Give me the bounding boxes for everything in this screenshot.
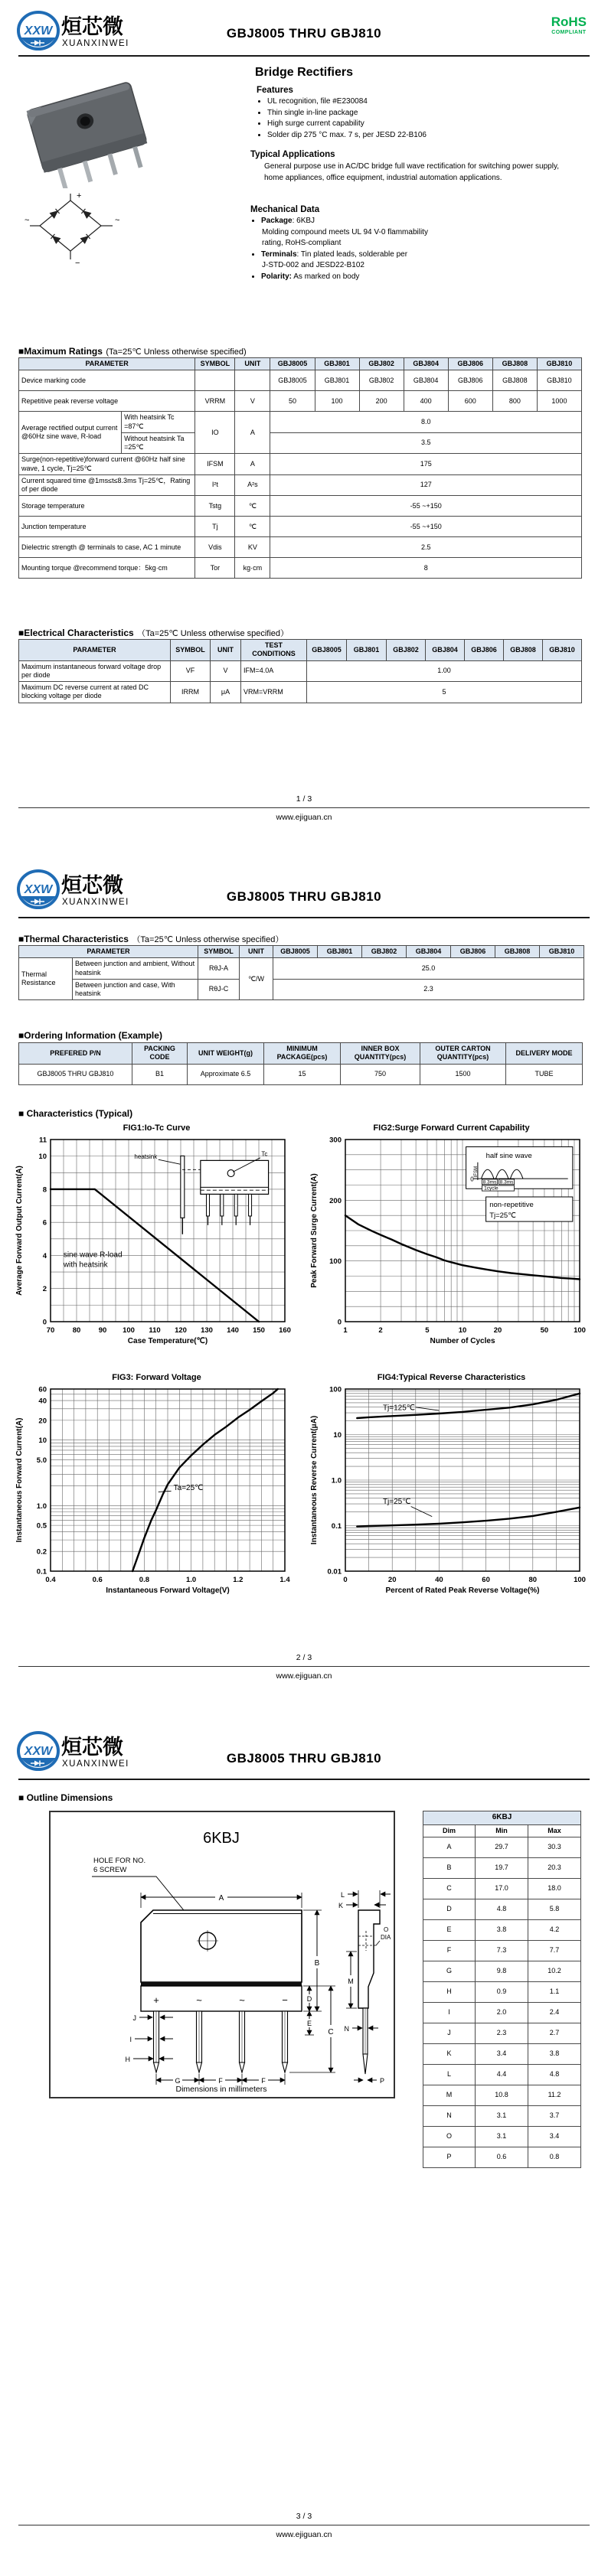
table-row: K 3.4 3.8 <box>423 2043 581 2064</box>
dim-c-label: C <box>328 2028 334 2036</box>
header-rule <box>18 917 590 918</box>
fig2-container <box>307 1123 596 1368</box>
svg-text:10: 10 <box>333 1431 342 1440</box>
table-row: Without heatsink Ta =25℃ 3.5 <box>19 432 582 454</box>
svg-text:80: 80 <box>528 1576 538 1584</box>
svg-text:90: 90 <box>98 1326 107 1335</box>
fig3-chart <box>12 1383 301 1618</box>
page-title: GBJ8005 THRU GBJ810 <box>226 1751 382 1766</box>
fig2-chart <box>307 1133 596 1368</box>
pin-ac2-label: ~ <box>239 1994 245 2006</box>
svg-text:100: 100 <box>574 1576 586 1584</box>
schematic-ac1-label: ~ <box>25 216 30 225</box>
package-label: Package <box>261 217 293 225</box>
fig3-plot <box>12 1383 294 1614</box>
dimensions-note: Dimensions in millimeters <box>175 2085 267 2094</box>
fig3-title: FIG3: Forward Voltage <box>112 1373 201 1382</box>
svg-text:100: 100 <box>574 1326 586 1335</box>
page-1 <box>0 0 608 859</box>
fig2-annotation: 1cycle <box>484 1185 498 1192</box>
table-row: F 7.3 7.7 <box>423 1940 581 1961</box>
dim-p-label: P <box>380 2077 385 2085</box>
fig4-annotation: Tj=25℃ <box>382 1497 411 1506</box>
table-header-row <box>19 358 582 370</box>
col-device: GBJ801 <box>315 358 359 370</box>
col-device: GBJ806 <box>448 358 492 370</box>
fig2-annotation: half sine wave <box>485 1151 532 1160</box>
feature-item: • Solder dip 275 °C max. 7 s, per JESD 22-B106 <box>267 130 578 142</box>
dim-b-label: B <box>314 1959 320 1968</box>
page-number: 1 / 3 <box>296 794 312 804</box>
svg-text:2: 2 <box>378 1326 383 1335</box>
svg-text:4: 4 <box>42 1251 47 1260</box>
table-row: P 0.6 0.8 <box>423 2147 581 2167</box>
dim-h-label: H <box>125 2056 130 2063</box>
feature-item: • Thin single in-line package <box>267 108 578 119</box>
svg-text:1: 1 <box>343 1326 348 1335</box>
table-row: L 4.4 4.8 <box>423 2064 581 2085</box>
svg-text:10: 10 <box>38 1153 47 1162</box>
table-row: Repetitive peak reverse voltage VRRM V 50 100 200 400 600 800 1000 <box>19 391 582 412</box>
svg-text:60: 60 <box>38 1385 47 1394</box>
svg-text:110: 110 <box>149 1326 161 1335</box>
fig1-title: FIG1:Io-Tc Curve <box>123 1123 191 1133</box>
table-row: D 4.8 5.8 <box>423 1899 581 1919</box>
polarity-label: Polarity: <box>261 272 293 281</box>
table-row: Maximum DC reverse current at rated DC blocking voltage per diode IRRM μA VRM=VRRM 5 <box>19 682 582 703</box>
feature-item: • High surge current capability <box>267 119 578 130</box>
table-title-row: 6KBJ <box>423 1811 581 1825</box>
fig1-annotation: sine wave R-load <box>63 1251 123 1260</box>
table-header-row: PARAMETER SYMBOL UNIT TEST CONDITIONS GBJ8005 GBJ801 GBJ802 GBJ804 GBJ806 GBJ808 GBJ810 <box>19 640 582 661</box>
svg-text:0.5: 0.5 <box>36 1521 47 1531</box>
dim-i-label: I <box>129 2036 132 2043</box>
table-row: Current squared time @1ms≤t≤8.3ms Tj=25℃，Rating of per diode I²t A²s 127 <box>19 474 582 496</box>
mechanical-package <box>261 216 580 249</box>
svg-text:Instantaneous Forward Voltage(: Instantaneous Forward Voltage(V) <box>106 1586 230 1595</box>
fig2-annotation: 8.3ms <box>499 1179 514 1185</box>
diode-symbols <box>51 209 91 243</box>
svg-text:160: 160 <box>279 1326 291 1335</box>
footer-rule <box>18 807 590 808</box>
fig2-annotation: 0 <box>470 1176 474 1183</box>
svg-text:0.6: 0.6 <box>92 1576 103 1584</box>
outline-drawing <box>49 1811 395 2098</box>
rohs-badge <box>551 15 587 35</box>
col-device: GBJ810 <box>537 358 581 370</box>
dim-f2-label: F <box>261 2077 266 2085</box>
schematic-ac2-label: ~ <box>115 216 120 225</box>
fig4-title: FIG4:Typical Reverse Characteristics <box>377 1373 526 1382</box>
svg-text:120: 120 <box>175 1326 187 1335</box>
logo-en-text: XUANXINWEI <box>62 39 129 48</box>
logo-xxw-text: XXW <box>24 24 53 37</box>
svg-text:100: 100 <box>329 1257 342 1267</box>
svg-text:100: 100 <box>123 1326 135 1335</box>
svg-text:0.1: 0.1 <box>331 1522 342 1531</box>
svg-text:1.2: 1.2 <box>233 1576 244 1584</box>
thermal-heading: ■Thermal Characteristics （Ta=25℃ Unless otherwise specified） <box>18 934 284 944</box>
applications-heading: Typical Applications <box>250 150 335 159</box>
dim-dia-label: DIA <box>381 1934 391 1941</box>
features-section <box>257 86 578 141</box>
footer-website: www.ejiguan.cn <box>276 813 332 822</box>
col-symbol: SYMBOL <box>195 358 235 370</box>
table-row: Between junction and case, With heatsink RθJ-C 2.3 <box>19 979 584 1000</box>
svg-text:20: 20 <box>38 1417 47 1426</box>
logo-en-text: XUANXINWEI <box>62 1759 129 1769</box>
footer-rule <box>18 1666 590 1667</box>
terminals-label: Terminals <box>261 249 297 259</box>
outline-package-title: 6KBJ <box>203 1830 240 1847</box>
table-header-row: PREFERED P/N PACKING CODE UNIT WEIGHT(g) MINIMUM PACKAGE(pcs) INNER BOX QUANTITY(pcs) OUTER CARTON QUANTITY(pcs) DELIVERY MODE <box>19 1043 583 1065</box>
table-row: Dielectric strength @ terminals to case, AC 1 minute Vdis KV 2.5 <box>19 537 582 558</box>
polarity-text: As marked on body <box>292 272 360 281</box>
table-row: G 9.8 10.2 <box>423 1961 581 1981</box>
terminals-text: : Tin plated leads, solderable per <box>296 249 408 259</box>
svg-text:200: 200 <box>329 1196 342 1205</box>
fig1-annotation: with heatsink <box>63 1260 108 1270</box>
characteristics-heading: ■ Characteristics (Typical) <box>18 1108 133 1119</box>
svg-text:1.0: 1.0 <box>331 1476 342 1485</box>
svg-text:130: 130 <box>201 1326 213 1335</box>
logo-xxw-text: XXW <box>24 1745 53 1758</box>
bridge-schematic <box>23 190 123 269</box>
logo-cn-text: 烜芯微 <box>61 874 123 897</box>
dim-l-label: L <box>340 1891 345 1899</box>
svg-text:1.0: 1.0 <box>185 1576 197 1584</box>
svg-text:0.2: 0.2 <box>36 1547 47 1557</box>
svg-text:150: 150 <box>253 1326 265 1335</box>
svg-text:11: 11 <box>38 1136 47 1145</box>
header-rule <box>18 1779 590 1780</box>
svg-text:0: 0 <box>343 1576 348 1584</box>
fig1-plot <box>12 1133 294 1365</box>
table-row: N 3.1 3.7 <box>423 2105 581 2126</box>
svg-text:Number of Cycles: Number of Cycles <box>430 1337 495 1345</box>
dim-o-label: O <box>384 1926 389 1933</box>
svg-text:100: 100 <box>329 1385 342 1394</box>
fig3-curve <box>132 1389 278 1571</box>
dim-f-label: F <box>218 2077 223 2085</box>
logo-cn-text: 烜芯微 <box>61 15 123 38</box>
max-ratings-table <box>18 357 582 579</box>
table-row: A 29.7 30.3 <box>423 1837 581 1857</box>
table-row: M 10.8 11.2 <box>423 2085 581 2105</box>
hole-note-line2: 6 SCREW <box>93 1866 127 1874</box>
dim-g-label: G <box>175 2077 181 2085</box>
dimension-table <box>423 1811 581 2168</box>
col-device: GBJ8005 <box>270 358 315 370</box>
svg-text:5: 5 <box>425 1326 430 1335</box>
fig2-annotation: Tj=25℃ <box>489 1211 516 1220</box>
fig4-plot <box>307 1383 589 1614</box>
rohs-compliant-text: COMPLIANT <box>551 30 587 35</box>
table-row: C 17.0 18.0 <box>423 1878 581 1899</box>
table-row: Mounting torque @recommend torque：5kg·cm Tor kg·cm 8 <box>19 558 582 579</box>
fig4-annotation: Tj=125℃ <box>382 1404 416 1413</box>
product-photo <box>18 81 156 188</box>
svg-text:Instantaneous Reverse Current(: Instantaneous Reverse Current(μA) <box>310 1415 319 1545</box>
table-row: Maximum instantaneous forward voltage drop per diode VF V IFM=4.0A 1.00 <box>19 660 582 682</box>
page-title: GBJ8005 THRU GBJ810 <box>226 889 382 904</box>
table-row: Junction temperature Tj ℃ -55 ~+150 <box>19 517 582 537</box>
svg-text:1.0: 1.0 <box>36 1502 47 1511</box>
col-device: GBJ804 <box>404 358 448 370</box>
svg-text:6: 6 <box>42 1218 47 1228</box>
pin-ac1-label: ~ <box>196 1994 202 2006</box>
terminals-line2: J-STD-002 and JESD22-B102 <box>262 261 364 269</box>
svg-text:8: 8 <box>42 1185 47 1195</box>
dim-k-label: K <box>338 1902 343 1909</box>
col-device: GBJ802 <box>359 358 404 370</box>
header-rule <box>18 55 590 57</box>
col-device: GBJ808 <box>492 358 537 370</box>
table-row: J 2.3 2.7 <box>423 2023 581 2043</box>
svg-text:70: 70 <box>46 1326 55 1335</box>
fig3-container <box>12 1373 301 1618</box>
mechanical-list <box>261 216 580 282</box>
applications-text: General purpose use in AC/DC bridge full wave rectification for switching power supply, home appliances, office equipment, industrial automation applications. <box>264 162 559 182</box>
applications-section <box>250 150 580 184</box>
package-text: : 6KBJ <box>292 217 315 225</box>
table-header-row: PARAMETER SYMBOL UNIT GBJ8005 GBJ801 GBJ802 GBJ804 GBJ806 GBJ808 GBJ810 <box>19 946 584 958</box>
svg-text:Percent of Rated Peak Reverse: Percent of Rated Peak Reverse Voltage(%) <box>385 1586 540 1595</box>
svg-text:10: 10 <box>38 1436 47 1446</box>
dim-e-label: E <box>306 2020 312 2027</box>
fig4-container <box>307 1373 596 1618</box>
fig1-container <box>12 1123 301 1368</box>
svg-text:Average Forward Output Current: Average Forward Output Current(A) <box>15 1166 24 1296</box>
svg-text:5.0: 5.0 <box>36 1456 47 1465</box>
fig2-annotation: 8.3ms <box>482 1179 497 1185</box>
package-line3: rating, RoHS-compliant <box>262 239 342 247</box>
schematic-minus-label: − <box>75 259 80 268</box>
dim-d-label: D <box>306 1995 312 2003</box>
max-ratings-heading: ■Maximum Ratings (Ta=25℃ Unless otherwise specified) <box>18 346 247 357</box>
page-number: 2 / 3 <box>296 1653 312 1662</box>
fig2-plot <box>307 1133 589 1365</box>
table-row: Average rectified output current @60Hz sine wave, R-load With heatsink Tc =87℃ IO A 8.0 <box>19 412 582 433</box>
fig2-annotation: IFSM <box>473 1166 479 1178</box>
svg-text:40: 40 <box>435 1576 443 1584</box>
table-row: O 3.1 3.4 <box>423 2126 581 2147</box>
svg-text:140: 140 <box>227 1326 239 1335</box>
logo-en-text: XUANXINWEI <box>62 898 129 907</box>
svg-text:50: 50 <box>540 1326 549 1335</box>
ordering-table <box>18 1042 583 1085</box>
footer-website: www.ejiguan.cn <box>276 1671 332 1681</box>
table-row: H 0.9 1.1 <box>423 1981 581 2002</box>
table-row: E 3.8 4.2 <box>423 1919 581 1940</box>
svg-text:20: 20 <box>387 1576 397 1584</box>
page-2 <box>0 859 608 1717</box>
table-row: Thermal Resistance Between junction and ambient, Without heatsink RθJ-A ℃/W 25.0 <box>19 958 584 980</box>
footer-website: www.ejiguan.cn <box>276 2530 332 2539</box>
mechanical-heading: Mechanical Data <box>250 205 320 214</box>
electrical-heading: ■Electrical Characteristics （Ta=25℃ Unless otherwise specified） <box>18 628 289 638</box>
svg-text:0: 0 <box>42 1318 47 1327</box>
table-row: I 2.0 2.4 <box>423 2002 581 2023</box>
svg-text:0.01: 0.01 <box>327 1567 342 1577</box>
svg-text:Case Temperature(℃): Case Temperature(℃) <box>127 1337 208 1345</box>
svg-text:0.1: 0.1 <box>36 1567 47 1577</box>
fig2-annotation: non-repetitive <box>489 1201 534 1210</box>
schematic-plus-label: + <box>77 191 82 201</box>
fig2-title: FIG2:Surge Forward Current Capability <box>373 1123 530 1133</box>
logo-xxw-text: XXW <box>24 883 53 896</box>
svg-text:80: 80 <box>72 1326 81 1335</box>
svg-text:40: 40 <box>38 1397 47 1406</box>
page-number: 3 / 3 <box>296 2512 312 2521</box>
svg-text:10: 10 <box>458 1326 467 1335</box>
svg-text:1.4: 1.4 <box>279 1576 290 1584</box>
outline-heading: ■ Outline Dimensions <box>18 1792 113 1803</box>
feature-item: • UL recognition, file #E230084 <box>267 96 578 108</box>
dim-n-label: N <box>344 2025 349 2033</box>
electrical-table <box>18 639 582 703</box>
page-title: GBJ8005 THRU GBJ810 <box>226 26 382 41</box>
svg-text:20: 20 <box>493 1326 502 1335</box>
table-row: Surge(non-repetitive)forward current @60Hz half sine wave, 1 cycle, Tj=25℃ IFSM A 175 <box>19 454 582 475</box>
mechanical-polarity <box>261 272 580 283</box>
svg-text:0: 0 <box>337 1318 342 1327</box>
svg-text:Peak Forward Surge Current(A): Peak Forward Surge Current(A) <box>310 1173 319 1288</box>
rohs-text: RoHS <box>551 15 587 29</box>
dim-a-label: A <box>218 1894 224 1903</box>
fig1-chart <box>12 1133 301 1368</box>
table-header-row: Dim Min Max <box>423 1824 581 1837</box>
svg-text:2: 2 <box>42 1285 47 1294</box>
fig1-annotation: heatsink <box>134 1153 158 1160</box>
page-3 <box>0 1717 608 2576</box>
table-row: Device marking code GBJ8005 GBJ801 GBJ802 GBJ804 GBJ806 GBJ808 GBJ810 <box>19 370 582 391</box>
features-heading: Features <box>257 86 293 95</box>
svg-text:0.8: 0.8 <box>139 1576 150 1584</box>
svg-text:60: 60 <box>482 1576 490 1584</box>
table-row: B 19.7 20.3 <box>423 1857 581 1878</box>
fig4-curve <box>357 1508 580 1527</box>
dim-m-label: M <box>348 1978 354 1985</box>
product-heading: Bridge Rectifiers <box>254 66 354 79</box>
col-unit: UNIT <box>235 358 270 370</box>
fig1-annotation: Tc <box>261 1150 268 1158</box>
fig3-annotation: Ta=25℃ <box>173 1484 204 1493</box>
thermal-table <box>18 945 584 1000</box>
table-row: Storage temperature Tstg ℃ -55 ~+150 <box>19 496 582 517</box>
logo-cn-text: 烜芯微 <box>61 1736 123 1759</box>
hole-note-line1: HOLE FOR NO. <box>93 1857 146 1865</box>
col-parameter: PARAMETER <box>19 358 195 370</box>
svg-text:300: 300 <box>329 1136 342 1145</box>
mechanical-terminals <box>261 249 580 272</box>
fig4-chart <box>307 1383 596 1618</box>
table-row: GBJ8005 THRU GBJ810 B1 Approximate 6.5 15 750 1500 TUBE <box>19 1064 583 1084</box>
ordering-heading: ■Ordering Information (Example) <box>18 1030 162 1041</box>
package-line2: Molding compound meets UL 94 V-0 flammability <box>262 227 428 236</box>
dim-j-label: J <box>132 2014 136 2022</box>
svg-text:Instantaneous Forward Current(: Instantaneous Forward Current(A) <box>15 1417 24 1543</box>
features-list <box>267 96 578 141</box>
svg-text:0.4: 0.4 <box>45 1576 56 1584</box>
pin-plus-label: + <box>153 1994 159 2006</box>
pin-minus-label: − <box>282 1994 288 2006</box>
mechanical-section <box>250 205 580 282</box>
